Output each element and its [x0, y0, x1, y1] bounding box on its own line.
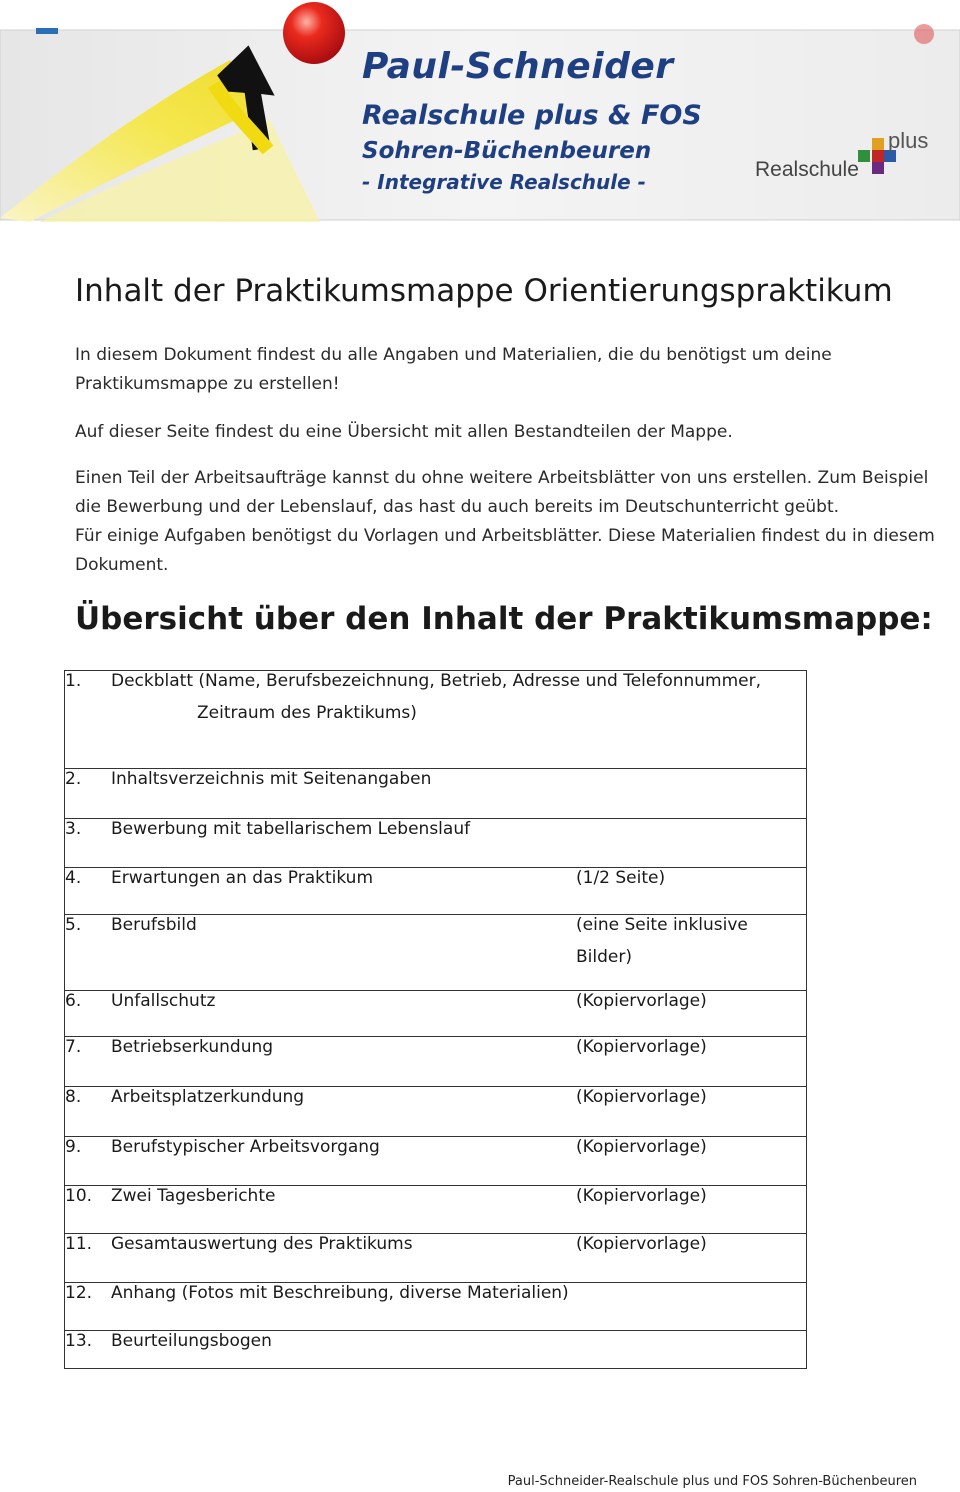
table-row	[65, 1186, 807, 1234]
row-item: Erwartungen an das Praktikum	[111, 868, 576, 915]
intro-paragraph-2: Auf dieser Seite findest du eine Übersicht mit allen Bestandteilen der Mappe.	[75, 422, 733, 442]
row-note: (Kopiervorlage)	[576, 1137, 807, 1186]
row-number: 11.	[65, 1234, 112, 1283]
table-row	[65, 1331, 807, 1369]
table-row	[65, 1137, 807, 1186]
row-number: 5.	[65, 915, 112, 991]
table-row	[65, 819, 807, 868]
table-row	[65, 1037, 807, 1087]
table-row	[65, 1087, 807, 1137]
row-number: 13.	[65, 1331, 112, 1369]
row-number: 8.	[65, 1087, 112, 1137]
row-number: 10.	[65, 1186, 112, 1234]
row-item-text: Deckblatt (Name, Berufsbezeichnung, Betrieb, Adresse und Telefonnummer,	[111, 671, 762, 691]
school-type: Realschule plus & FOS	[362, 100, 702, 131]
row-item: Berufsbild	[111, 915, 576, 991]
table-row	[65, 991, 807, 1037]
row-item: Beurteilungsbogen	[111, 1331, 807, 1369]
row-item: Berufstypischer Arbeitsvorgang	[111, 1137, 576, 1186]
row-note	[576, 915, 807, 991]
row-item: Betriebserkundung	[111, 1037, 576, 1087]
red-ball-icon	[283, 2, 345, 64]
row-item: Inhaltsverzeichnis mit Seitenangaben	[111, 769, 807, 819]
table-row	[65, 769, 807, 819]
table-row	[65, 1234, 807, 1283]
row-number: 12.	[65, 1283, 112, 1331]
page-title: Inhalt der Praktikumsmappe Orientierungspraktikum	[75, 273, 893, 309]
section-title: Übersicht über den Inhalt der Praktikumsmappe:	[75, 601, 933, 637]
intro-paragraph-1: In diesem Dokument findest du alle Angaben und Materialien, die du benötigst um deine Praktikumsmappe zu erstellen!	[75, 345, 832, 394]
header-banner	[0, 0, 960, 222]
row-item: Anhang (Fotos mit Beschreibung, diverse Materialien)	[111, 1283, 807, 1331]
school-tagline: - Integrative Realschule -	[362, 170, 646, 194]
realschule-logo-text: Realschule	[755, 158, 859, 181]
intro-paragraph-3: Einen Teil der Arbeitsaufträge kannst du ohne weitere Arbeitsblätter von uns erstellen. Zum Beispiel die Bewerbung und der Lebenslauf, das hast du auch bereits im Deutschunterricht geübt.	[75, 468, 929, 517]
row-note: (Kopiervorlage)	[576, 1186, 807, 1234]
row-note: (Kopiervorlage)	[576, 991, 807, 1037]
page-footer: Paul-Schneider-Realschule plus und FOS Sohren-Büchenbeuren	[507, 1474, 917, 1489]
row-number: 2.	[65, 769, 112, 819]
row-item	[111, 671, 807, 769]
table-row	[65, 915, 807, 991]
table-row	[65, 868, 807, 915]
row-note-text: (eine Seite inklusive	[576, 915, 748, 935]
row-number: 4.	[65, 868, 112, 915]
school-location: Sohren-Büchenbeuren	[362, 138, 652, 164]
row-item-text-line2: Zeitraum des Praktikums)	[197, 703, 417, 723]
school-name: Paul-Schneider	[362, 46, 674, 87]
row-note: (1/2 Seite)	[576, 868, 807, 915]
intro-paragraph-4: Für einige Aufgaben benötigst du Vorlagen und Arbeitsblätter. Diese Materialien findest du in diesem Dokument.	[75, 526, 935, 575]
row-item: Arbeitsplatzerkundung	[111, 1087, 576, 1137]
row-item: Zwei Tagesberichte	[111, 1186, 576, 1234]
row-item: Bewerbung mit tabellarischem Lebenslauf	[111, 819, 807, 868]
contents-table	[64, 670, 807, 1369]
row-number: 7.	[65, 1037, 112, 1087]
row-number: 1.	[65, 671, 112, 769]
row-note-text-line2: Bilder)	[576, 947, 632, 967]
row-note: (Kopiervorlage)	[576, 1234, 807, 1283]
row-number: 3.	[65, 819, 112, 868]
row-note: (Kopiervorlage)	[576, 1037, 807, 1087]
row-item: Unfallschutz	[111, 991, 576, 1037]
realschule-logo-plus: plus	[888, 128, 929, 153]
row-note: (Kopiervorlage)	[576, 1087, 807, 1137]
row-item: Gesamtauswertung des Praktikums	[111, 1234, 576, 1283]
row-number: 6.	[65, 991, 112, 1037]
row-number: 9.	[65, 1137, 112, 1186]
table-row	[65, 1283, 807, 1331]
table-row	[65, 671, 807, 769]
